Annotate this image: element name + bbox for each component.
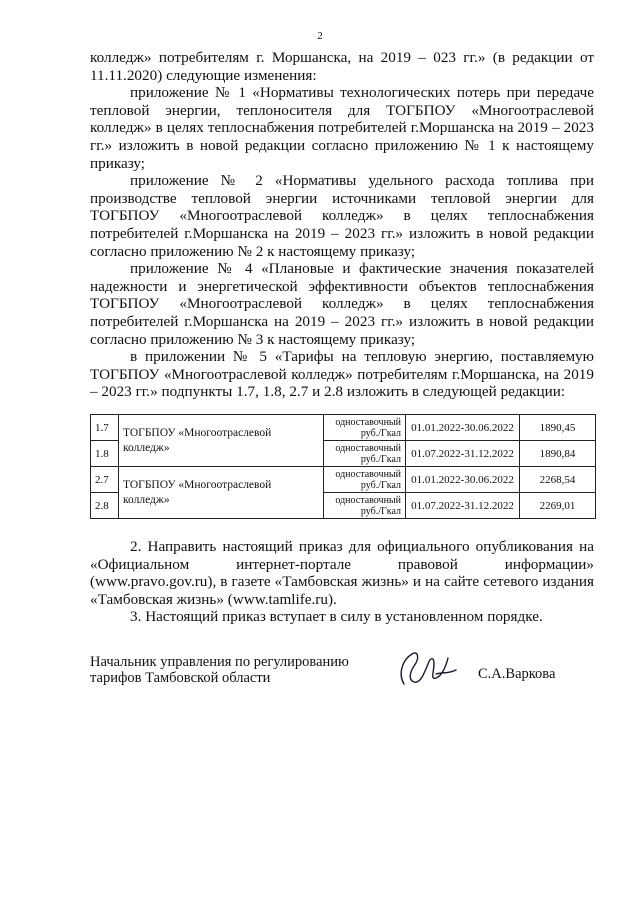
order-closing bbox=[90, 538, 594, 626]
order-body bbox=[90, 49, 594, 401]
tariff-table bbox=[90, 414, 596, 519]
tariff-period: 01.01.2022-30.06.2022 bbox=[406, 467, 520, 493]
paragraph-appendix-1: приложение № 1 «Нормативы технологических потерь при передаче тепловой энергии, теплоносителя для ТОГБПОУ «Многоотраслевой колледж» в целях теплоснабжения потребителей г.Моршанска на 2019 – 2023 гг.» изложить в новой редакции согласно приложению № 1 к настоящему приказу; bbox=[90, 84, 594, 172]
signature-block bbox=[90, 654, 594, 694]
handwritten-signature bbox=[390, 644, 470, 694]
signatory-title bbox=[90, 654, 349, 686]
tariff-period: 01.07.2022-31.12.2022 bbox=[406, 441, 520, 467]
tariff-value: 2268,54 bbox=[520, 467, 596, 493]
tariff-unit: одноставочный руб./Гкал bbox=[324, 415, 406, 441]
paragraph-appendix-4: приложение № 4 «Плановые и фактические значения показателей надежности и энергетической эффективности объектов теплоснабжения ТОГБПОУ «Многоотраслевой колледж» в целях теплоснабжения потребителей г.Моршанска на 2019 – 2023 гг.» изложить в новой редакции согласно приложению № 3 к настоящему приказу; bbox=[90, 260, 594, 348]
tariff-period: 01.07.2022-31.12.2022 bbox=[406, 493, 520, 519]
row-number: 1.8 bbox=[91, 441, 119, 467]
paragraph-appendix-5: в приложении № 5 «Тарифы на тепловую энергию, поставляемую ТОГБПОУ «Многоотраслевой колледж» потребителям г.Моршанска, на 2019 – 2023 гг.» подпункты 1.7, 1.8, 2.7 и 2.8 изложить в следующей редакции: bbox=[90, 348, 594, 401]
tariff-value: 1890,84 bbox=[520, 441, 596, 467]
tariff-unit: одноставочный руб./Гкал bbox=[324, 467, 406, 493]
table-row bbox=[91, 467, 596, 493]
tariff-value: 2269,01 bbox=[520, 493, 596, 519]
paragraph-appendix-2: приложение № 2 «Нормативы удельного расхода топлива при производстве тепловой энергии источниками тепловой энергии для ТОГБПОУ «Многоотраслевой колледж» в целях теплоснабжения потребителей г.Моршанска на 2019 – 2023 гг.» изложить в новой редакции согласно приложению № 2 к настоящему приказу; bbox=[90, 172, 594, 260]
signatory-title-line-1: Начальник управления по регулированию bbox=[90, 654, 349, 670]
organization-cell: ТОГБПОУ «Многоотраслевой колледж» bbox=[119, 415, 324, 467]
signatory-title-line-2: тарифов Тамбовской области bbox=[90, 670, 271, 686]
tariff-period: 01.01.2022-30.06.2022 bbox=[406, 415, 520, 441]
page-number: 2 bbox=[317, 30, 323, 42]
tariff-value: 1890,45 bbox=[520, 415, 596, 441]
tariff-unit: одноставочный руб./Гкал bbox=[324, 493, 406, 519]
organization-cell: ТОГБПОУ «Многоотраслевой колледж» bbox=[119, 467, 324, 519]
paragraph-effective: 3. Настоящий приказ вступает в силу в установленном порядке. bbox=[130, 608, 543, 626]
row-number: 1.7 bbox=[91, 415, 119, 441]
row-number: 2.7 bbox=[91, 467, 119, 493]
paragraph-publication: 2. Направить настоящий приказ для официального опубликования на «Официальном интернет-портале правовой информации» (www.pravo.gov.ru), в газете «Тамбовская жизнь» и на сайте сетевого издания «Тамбовская жизнь» (www.tamlife.ru). bbox=[90, 538, 594, 608]
table-row bbox=[91, 415, 596, 441]
signatory-name: С.А.Варкова bbox=[478, 666, 556, 682]
row-number: 2.8 bbox=[91, 493, 119, 519]
tariff-unit: одноставочный руб./Гкал bbox=[324, 441, 406, 467]
paragraph-intro: колледж» потребителям г. Моршанска, на 2019 – 023 гг.» (в редакции от 11.11.2020) следующие изменения: bbox=[90, 49, 594, 84]
